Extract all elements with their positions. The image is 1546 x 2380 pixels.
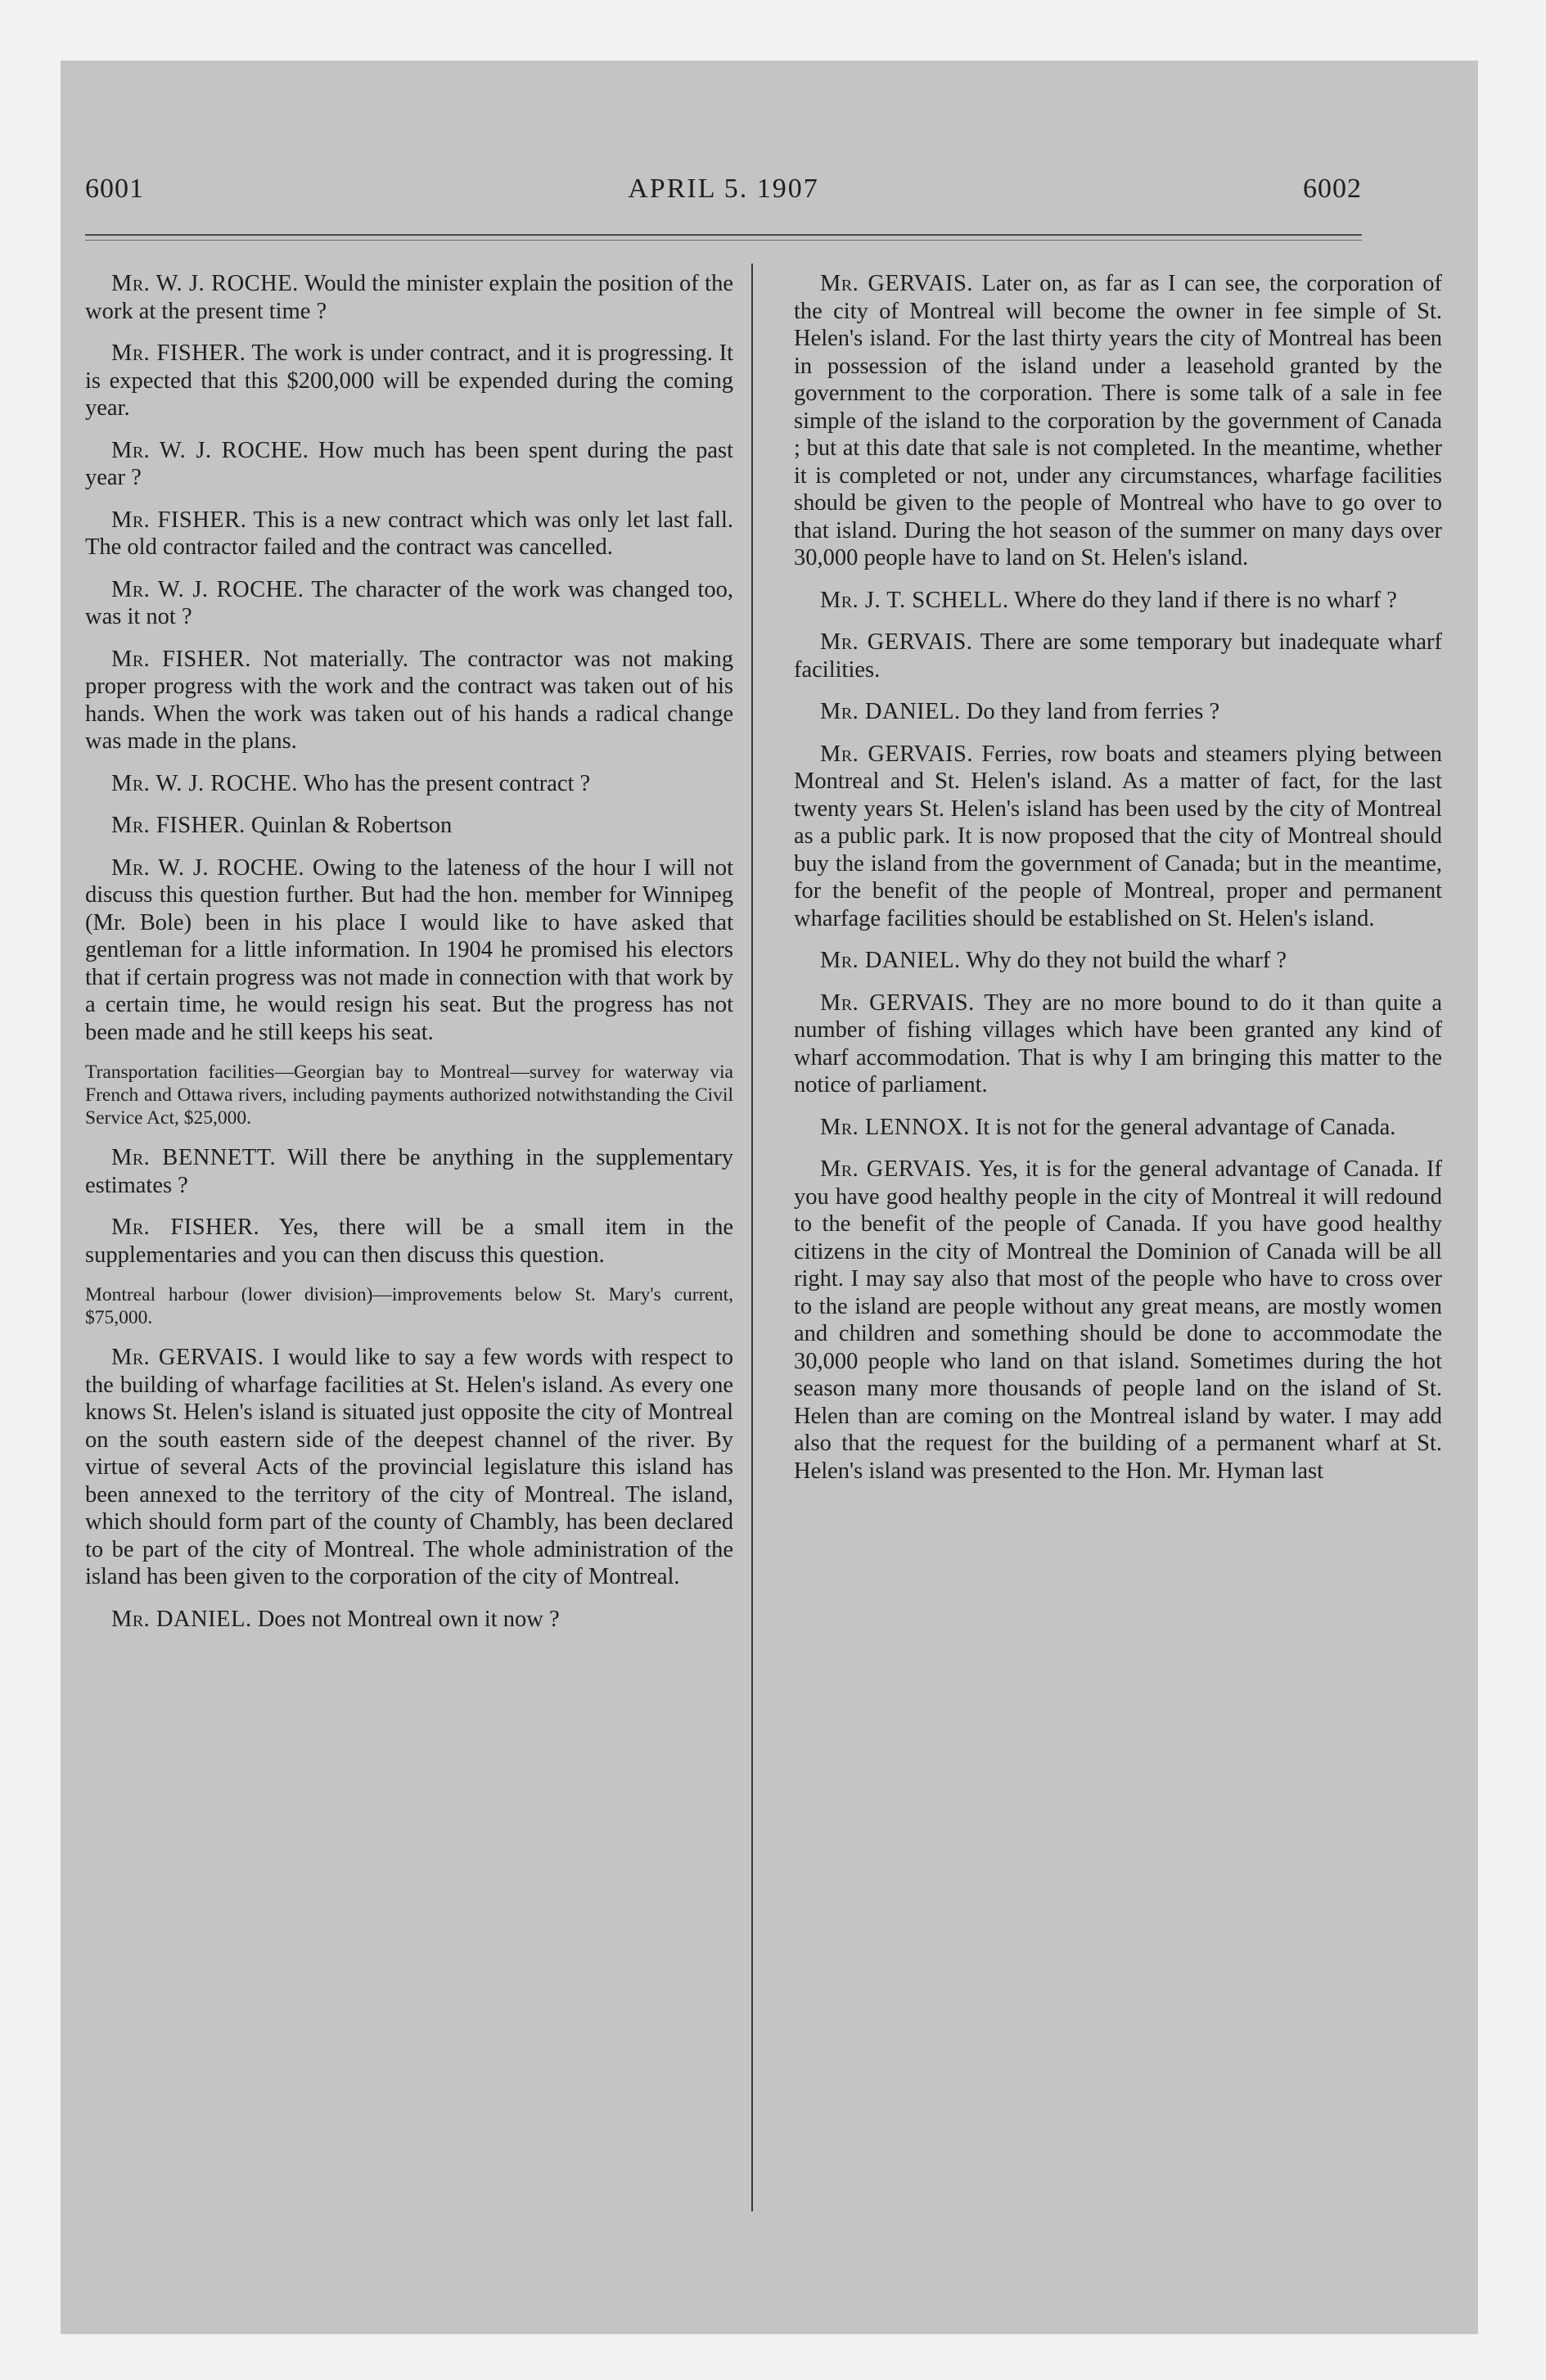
speech-text: Owing to the lateness of the hour I will not discuss this question further. But had the hon. member for Winnipeg (Mr. Bole) been in his place I would like to have asked that gentleman for a little information. In 1904 he promised his electors that if certain progress was not made in connection with that work by a certain time, he would resign his seat. But the progress has not been made and he still keeps his seat. — [85, 854, 733, 1045]
speaker-name: Mr. DANIEL. — [820, 699, 961, 724]
speaker-name: Mr. J. T. SCHELL. — [820, 587, 1009, 613]
speech-paragraph — [794, 587, 1442, 615]
speech-paragraph — [794, 698, 1442, 726]
speaker-name: Mr. GERVAIS. — [820, 271, 973, 296]
page-number-left: 6001 — [85, 174, 144, 204]
speech-text: Why do they not build the wharf ? — [966, 948, 1287, 973]
estimate-item-text: Transportation facilities—Georgian bay to Montreal—survey for waterway via French and Ottawa rivers, including payments authorized notwithstanding the Civil Service Act, $25,000. — [85, 1062, 733, 1129]
speaker-name: Mr. FISHER. — [111, 507, 247, 533]
left-column — [85, 270, 733, 1648]
speech-paragraph — [85, 1144, 733, 1199]
speaker-name: Mr. LENNOX. — [820, 1114, 970, 1140]
speaker-name: Mr. FISHER. — [111, 340, 246, 366]
speaker-name: Mr. GERVAIS. — [820, 989, 975, 1016]
estimate-item — [85, 1061, 733, 1129]
speech-text: Yes, there will be a small item in the supplementaries and you can then discuss this question. — [85, 1215, 734, 1268]
speech-text: Do they land from ferries ? — [966, 699, 1220, 724]
speech-text: The work is under contract, and it is progressing. It is expected that this $200,000 will be expended during the coming year. — [85, 340, 733, 421]
estimate-item — [85, 1283, 733, 1329]
speech-paragraph — [85, 1344, 733, 1591]
speech-paragraph — [85, 576, 733, 631]
speaker-name: Mr. GERVAIS. — [111, 1345, 264, 1370]
speech-paragraph — [794, 741, 1442, 933]
speaker-name: Mr. W. J. ROCHE. — [111, 437, 309, 463]
speech-paragraph — [85, 270, 733, 325]
speech-paragraph — [794, 1114, 1442, 1142]
speech-paragraph — [794, 1156, 1442, 1485]
speaker-name: Mr. DANIEL. — [820, 948, 961, 973]
speaker-name: Mr. BENNETT. — [111, 1145, 277, 1170]
speech-text: I would like to say a few words with respect to the building of wharfage facilities at St. Helen's island. As every one knows St. Helen's island is situated just opposite the city of Montreal on the south eastern side of the deepest channel of the river. By virtue of several Acts of the provincial legislature this island has been annexed to the territory of the city of Montreal. The island, which should form part of the county of Chambly, has been declared to be part of the city of Montreal. The whole administration of the island has been given to the corporation of the city of Montreal. — [85, 1345, 733, 1589]
speech-text: Will there be anything in the supplementary estimates ? — [85, 1145, 733, 1198]
speech-text: Would the minister explain the position of the work at the present time ? — [85, 271, 733, 324]
speech-text: The character of the work was changed too, was it not ? — [85, 576, 733, 629]
header-rule — [85, 234, 1362, 236]
speech-text: They are no more bound to do it than quite a number of fishing villages which have been granted any kind of wharf accommodation. That is why I am bringing this matter to the notice of parliament. — [794, 989, 1442, 1098]
speech-text: Who has the present contract ? — [303, 770, 591, 796]
speech-paragraph — [85, 854, 733, 1047]
speaker-name: Mr. GERVAIS. — [820, 629, 973, 655]
page-number-right: 6002 — [1303, 174, 1362, 204]
speech-paragraph — [85, 507, 733, 561]
speaker-name: Mr. GERVAIS. — [820, 1156, 972, 1182]
speech-paragraph — [85, 1606, 733, 1634]
speech-paragraph — [85, 340, 733, 422]
speech-text: Later on, as far as I can see, the corporation of the city of Montreal will become the owner in fee simple of St. Helen's island. For the last thirty years the city of Montreal has been in possession of the island under a leasehold granted by the government to the corporation. There is some talk of a sale in fee simple of the island to the corporation by the government of Canada ; but at this date that sale is not completed. In the meantime, whether it is completed or not, under any circumstances, wharfage facilities should be given to the people of Montreal who have to go over to that island. During the hot season of the summer on many days over 30,000 people have to land on St. Helen's island. — [794, 271, 1442, 570]
speech-text: Ferries, row boats and steamers plying between Montreal and St. Helen's island. As a matter of fact, for the last twenty years St. Helen's island has been used by the city of Montreal as a public park. It is now proposed that the city of Montreal should buy the island from the government of Canada; but in the meantime, for the benefit of the people of Montreal, proper and permanent wharfage facilities should be established on St. Helen's island. — [794, 741, 1442, 931]
speaker-name: Mr. W. J. ROCHE. — [111, 854, 305, 881]
speech-text: Yes, it is for the general advantage of Canada. If you have good healthy people in the city of Montreal it will redound to the benefit of the people of Canada. If you have good healthy citizens in the city of Montreal the Dominion of Canada will be all right. I may say also that most of the people who have to cross over to the island are people without any great means, are mostly women and children and something should be done to accommodate the 30,000 people who land on that island. Sometimes during the hot season many more thousands of people land on the island of St. Helen than are coming on the Montreal island by water. I may add also that the request for the building of a permanent wharf at St. Helen's island was presented to the Hon. Mr. Hyman last — [794, 1156, 1442, 1484]
speech-paragraph — [794, 947, 1442, 975]
speech-text: How much has been spent during the past year ? — [85, 437, 733, 490]
page-date: APRIL 5. 1907 — [628, 174, 819, 204]
speech-paragraph — [85, 770, 733, 798]
speaker-name: Mr. GERVAIS. — [820, 741, 973, 767]
speech-paragraph — [794, 989, 1442, 1099]
speaker-name: Mr. FISHER. — [111, 1215, 260, 1240]
speech-paragraph — [85, 646, 733, 755]
speaker-name: Mr. FISHER. — [111, 813, 246, 838]
speech-paragraph — [794, 270, 1442, 572]
column-divider — [751, 264, 753, 2211]
speaker-name: Mr. W. J. ROCHE. — [111, 770, 299, 796]
speaker-name: Mr. DANIEL. — [111, 1606, 252, 1632]
speech-paragraph — [85, 1214, 733, 1269]
speaker-name: Mr. W. J. ROCHE. — [111, 271, 299, 296]
speech-text: This is a new contract which was only let last fall. The old contractor failed and the contract was cancelled. — [85, 507, 734, 560]
speech-paragraph — [85, 812, 733, 840]
speaker-name: Mr. FISHER. — [111, 646, 251, 672]
header-rule-thin — [85, 240, 1362, 241]
speech-text: Does not Montreal own it now ? — [257, 1606, 560, 1632]
speech-text: It is not for the general advantage of Canada. — [975, 1114, 1396, 1140]
right-column — [794, 270, 1442, 1499]
page-header — [85, 174, 1362, 214]
speech-text: Where do they land if there is no wharf ? — [1014, 587, 1397, 613]
estimate-item-text: Montreal harbour (lower division)—improvements below St. Mary's current, $75,000. — [85, 1284, 733, 1328]
speaker-name: Mr. W. J. ROCHE. — [111, 576, 304, 602]
speech-text: There are some temporary but inadequate wharf facilities. — [794, 629, 1442, 683]
speech-paragraph — [794, 629, 1442, 683]
speech-text: Quinlan & Robertson — [250, 813, 453, 838]
speech-paragraph — [85, 437, 733, 492]
speech-text: Not materially. The contractor was not making proper progress with the work and the contract was taken out of his hands. When the work was taken out of his hands a radical change was made in the plans. — [85, 646, 734, 754]
